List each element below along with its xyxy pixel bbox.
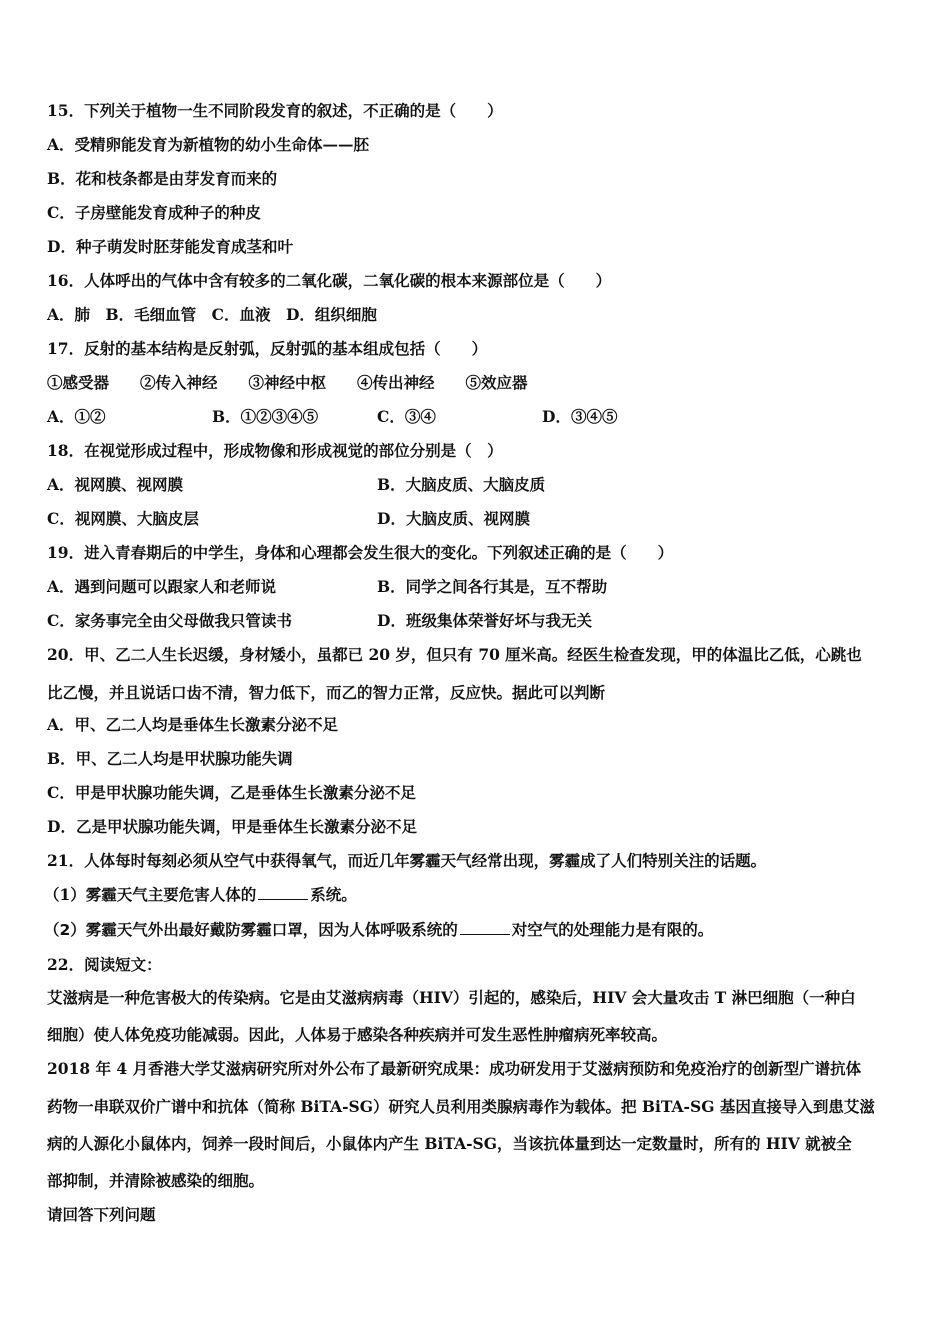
q22-passage-1-line-2: 细胞）使人体免疫功能减弱。因此，人体易于感染各种疾病并可发生恶性肿瘤病死率较高。 <box>47 1025 668 1044</box>
q20-option-b: B．甲、乙二人均是甲状腺功能失调 <box>47 749 293 768</box>
q17-stem: 17．反射的基本结构是反射弧，反射弧的基本组成包括（ ） <box>47 339 488 358</box>
q22-passage-2-line-2: 药物一串联双价广谱中和抗体（简称 BiTA-SG）研究人员利用类腺病毒作为载体。把 BiTA-SG 基因直接导入到患艾滋 <box>47 1097 875 1116</box>
q18-stem: 18．在视觉形成过程中，形成物像和形成视觉的部位分别是（ ） <box>47 441 503 460</box>
q16-stem: 16．人体呼出的气体中含有较多的二氧化碳，二氧化碳的根本来源部位是（ ） <box>47 271 612 290</box>
q21-part-1-post: 系统。 <box>310 885 357 904</box>
q22-stem: 22．阅读短文： <box>47 955 162 974</box>
q21-part-1 <box>44 885 357 905</box>
q19-option-d: D．班级集体荣誉好坏与我无关 <box>377 611 592 630</box>
q18-option-b: B．大脑皮质、大脑皮质 <box>377 475 546 494</box>
q15-stem: 15．下列关于植物一生不同阶段发育的叙述，不正确的是（ ） <box>47 101 503 120</box>
q21-stem: 21．人体每时每刻必须从空气中获得氧气，而近几年雾霾天气经常出现，雾霾成了人们特别关注的话题。 <box>47 851 767 870</box>
q22-passage-2-line-4: 部抑制，并清除被感染的细胞。 <box>47 1171 265 1190</box>
q20-stem-line-1: 20．甲、乙二人生长迟缓，身材矮小，虽都已 20 岁，但只有 70 厘米高。经医生检查发现，甲的体温比乙低，心跳也 <box>47 645 862 664</box>
q19-option-b: B．同学之间各行其是，互不帮助 <box>377 577 608 596</box>
q17-items: ①感受器 ②传入神经 ③神经中枢 ④传出神经 ⑤效应器 <box>47 373 528 392</box>
q15-option-a: A．受精卵能发育为新植物的幼小生命体——胚 <box>47 135 370 154</box>
q21-part-2 <box>44 920 713 940</box>
q20-stem-line-2: 比乙慢，并且说话口齿不清，智力低下，而乙的智力正常，反应快。据此可以判断 <box>47 683 606 702</box>
q19-option-a: A．遇到问题可以跟家人和老师说 <box>47 577 277 596</box>
q21-part-2-pre: （2）雾霾天气外出最好戴防雾霾口罩，因为人体呼吸系统的 <box>44 921 458 939</box>
q18-option-d: D．大脑皮质、视网膜 <box>377 509 530 528</box>
q18-option-a: A．视网膜、视网膜 <box>47 475 184 494</box>
q20-option-a: A．甲、乙二人均是垂体生长激素分泌不足 <box>47 715 339 734</box>
q22-passage-2-line-3: 病的人源化小鼠体内，饲养一段时间后，小鼠体内产生 BiTA-SG，当该抗体量到达一定数量时，所有的 HIV 就被全 <box>47 1134 852 1153</box>
q17-option-a: A．①② <box>47 407 106 426</box>
q21-part-1-pre: （1）雾霾天气主要危害人体的 <box>44 885 257 904</box>
q20-option-d: D．乙是甲状腺功能失调，甲是垂体生长激素分泌不足 <box>47 817 417 836</box>
q15-option-b: B．花和枝条都是由芽发育而来的 <box>47 169 278 188</box>
q18-option-c: C．视网膜、大脑皮层 <box>47 509 199 528</box>
q22-prompt: 请回答下列问题 <box>47 1205 156 1224</box>
q20-option-c: C．甲是甲状腺功能失调，乙是垂体生长激素分泌不足 <box>47 783 416 802</box>
q17-option-d: D．③④⑤ <box>542 407 618 426</box>
answer-blank[interactable] <box>258 885 308 900</box>
q19-option-c: C．家务事完全由父母做我只管读书 <box>47 611 292 630</box>
q17-option-c: C．③④ <box>377 407 436 426</box>
q22-passage-1-line-1: 艾滋病是一种危害极大的传染病。它是由艾滋病病毒（HIV）引起的，感染后，HIV 会大量攻击 T 淋巴细胞（一种白 <box>47 988 856 1007</box>
q16-options: A．肺 B．毛细血管 C．血液 D．组织细胞 <box>47 305 377 324</box>
q15-option-c: C．子房壁能发育成种子的种皮 <box>47 203 261 222</box>
q17-option-b: B．①②③④⑤ <box>212 407 319 426</box>
q21-part-2-post: 对空气的处理能力是有限的。 <box>511 921 714 939</box>
answer-blank[interactable] <box>460 920 510 935</box>
q22-passage-2-line-1: 2018 年 4 月香港大学艾滋病研究所对外公布了最新研究成果：成功研发用于艾滋病预防和免疫治疗的创新型广谱抗体 <box>47 1059 862 1078</box>
q15-option-d: D．种子萌发时胚芽能发育成茎和叶 <box>47 237 293 256</box>
q19-stem: 19．进入青春期后的中学生，身体和心理都会发生很大的变化。下列叙述正确的是（ ） <box>47 543 674 562</box>
